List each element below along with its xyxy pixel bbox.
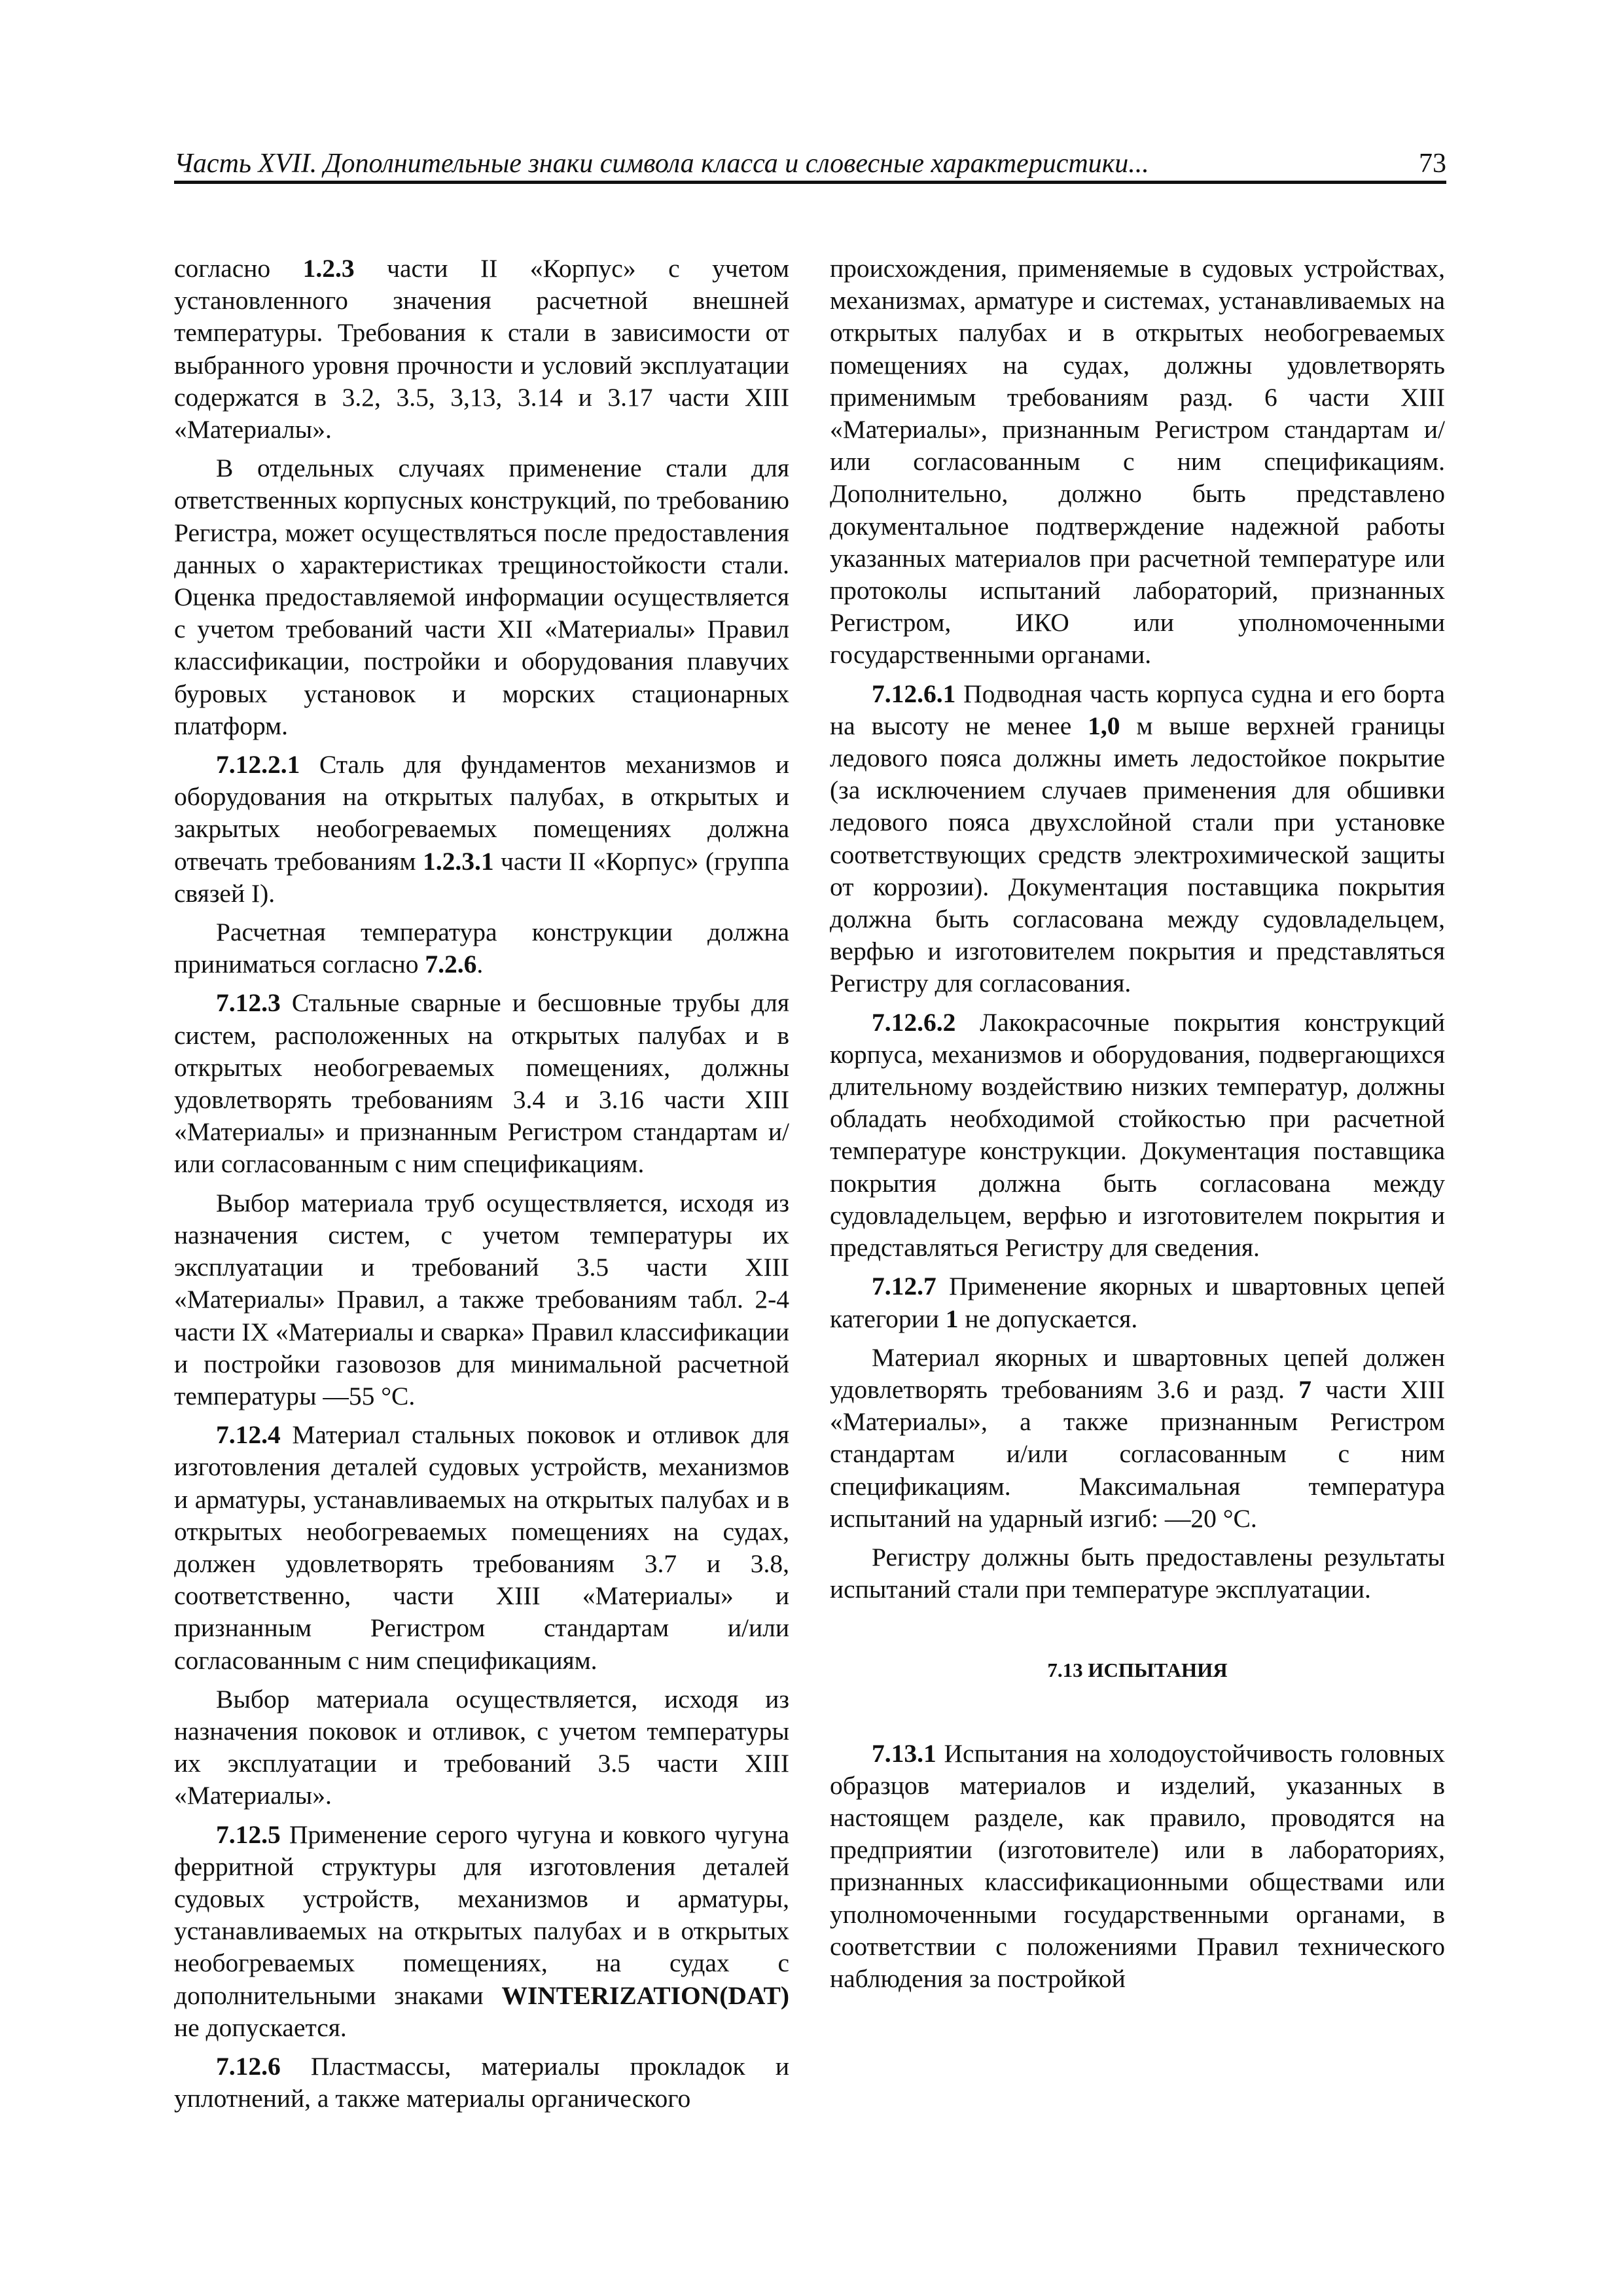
clause-number: 7.12.5	[216, 1820, 281, 1849]
paragraph: Материал якорных и швартовных цепей должен удовлетворять требованиям 3.6 и разд. 7 части XIII «Материалы», а также признанным Регистром стандартам и/или согласованным с ним спецификациям. Максимальная температура испытаний на ударный изгиб: —20 °С.	[830, 1342, 1445, 1533]
clause-number: 7.12.3	[216, 988, 281, 1018]
section-heading: 7.13 ИСПЫТАНИЯ	[1047, 1659, 1228, 1682]
running-header	[174, 147, 1446, 184]
paragraph: происхождения, применяемые в судовых устройствах, механизмах, арматуре и системах, устанавливаемых на открытых палубах и в открытых необогреваемых помещениях на судах, должны удовлетворять применимым требованиям разд. 6 части XIII «Материалы», признанным Регистром стандартам и/или согласованным с ним спецификациям. Дополнительно, должно быть представлено документальное подтверждение надежной работы указанных материалов при расчетной температуре или протоколы испытаний лабораторий, признанных Регистром, ИКО или уполномоченными государственными органами.	[830, 254, 1445, 670]
right-column	[830, 253, 1445, 2001]
class-notation: WINTERIZATION(DAT)	[501, 1981, 789, 2010]
paragraph: 7.12.6.2 Лакокрасочные покрытия конструкций корпуса, механизмов и оборудования, подвергающихся длительному воздействию низких температур, должны обладать необходимой стойкостью при расчетной температуре конструкции. Документация поставщика покрытия должна быть согласована между судовладельцем, верфью и изготовителем покрытия и представляться Регистру для сведения.	[830, 1007, 1445, 1263]
clause-number: 7.12.6.1	[872, 679, 956, 708]
paragraph: 7.12.3 Стальные сварные и бесшовные трубы для систем, расположенных на открытых палубах и в открытых необогреваемых помещениях, должны удовлетворять требованиям 3.4 и 3.16 части XIII «Материалы» и признанным Регистром стандартам и/или согласованным с ним спецификациям.	[174, 988, 789, 1179]
clause-number: 7.13.1	[872, 1738, 936, 1768]
left-column	[174, 253, 789, 2121]
paragraph: 7.12.7 Применение якорных и швартовных цепей категории 1 не допускается.	[830, 1272, 1445, 1333]
clause-number: 7.12.4	[216, 1420, 281, 1450]
clause-number: 7.12.2.1	[216, 750, 300, 780]
page-number: 73	[1419, 149, 1446, 179]
clause-number: 7.12.6	[216, 2051, 281, 2081]
paragraph: согласно 1.2.3 части II «Корпус» с учетом установленного значения расчетной внешней температуры. Требования к стали в зависимости от выбранного уровня прочности и условий эксплуатации содержатся в 3.2, 3.5, 3,13, 3.14 и 3.17 части XIII «Материалы».	[174, 254, 789, 444]
paragraph: 7.12.5 Применение серого чугуна и ковкого чугуна ферритной структуры для изготовления деталей судовых устройств, механизмов и арматуры, устанавливаемых на открытых палубах и в открытых необогреваемых помещениях, на судах с дополнительными знаками WINTERIZATION(DAT) не допускается.	[174, 1820, 789, 2042]
paragraph: 7.12.6 Пластмассы, материалы прокладок и уплотнений, а также материалы органического	[174, 2051, 789, 2113]
paragraph: 7.12.6.1 Подводная часть корпуса судна и его борта на высоту не менее 1,0 м выше верхней границы ледового пояса должны иметь ледостойкое покрытие (за исключением случаев применения для обшивки ледового пояса двухслойной стали при установке соответствующих средств электрохимической защиты от коррозии). Документация поставщика покрытия должна быть согласована между судовладельцем, верфью и изготовителем покрытия и представляться Регистру для согласования.	[830, 679, 1445, 998]
paragraph: Регистру должны быть предоставлены результаты испытаний стали при температуре эксплуатации.	[830, 1542, 1445, 1604]
paragraph: 7.12.2.1 Сталь для фундаментов механизмов и оборудования на открытых палубах, в открытых и закрытых необогреваемых помещениях должна отвечать требованиям 1.2.3.1 части II «Корпус» (группа связей I).	[174, 750, 789, 908]
paragraph: Выбор материала осуществляется, исходя из назначения поковок и отливок, с учетом температуры их эксплуатации и требований 3.5 части XIII «Материалы».	[174, 1684, 789, 1810]
clause-number: 7.12.7	[872, 1272, 936, 1301]
running-title: Часть XVII. Дополнительные знаки символа класса и словесные характеристики...	[174, 149, 1149, 179]
paragraph: Выбор материала труб осуществляется, исходя из назначения систем, с учетом температуры их эксплуатации и требований 3.5 части XIII «Материалы» Правил, а также требованиям табл. 2-4 части IX «Материалы и сварка» Правил классификации и постройки газовозов для минимальной расчетной температуры —55 °С.	[174, 1188, 789, 1410]
clause-number: 7.12.6.2	[872, 1007, 956, 1037]
paragraph: 7.13.1 Испытания на холодоустойчивость головных образцов материалов и изделий, указанных в настоящем разделе, как правило, проводятся на предприятии (изготовителе) или в лабораториях, признанных классификационными обществами или уполномоченными государственными органами, в соответствии с положениями Правил технического наблюдения за постройкой	[830, 1738, 1445, 1993]
paragraph: В отдельных случаях применение стали для ответственных корпусных конструкций, по требованию Регистра, может осуществляться после предоставления данных о характеристиках трещиностойкости стали. Оценка предоставляемой информации осуществляется с учетом требований части XII «Материалы» Правил классификации, постройки и оборудования плавучих буровых установок и морских стационарных платформ.	[174, 454, 789, 740]
paragraph: Расчетная температура конструкции должна приниматься согласно 7.2.6.	[174, 918, 789, 979]
paragraph: 7.12.4 Материал стальных поковок и отливок для изготовления деталей судовых устройств, механизмов и арматуры, устанавливаемых на открытых палубах и в открытых необогреваемых помещениях на судах, должен удовлетворять требованиям 3.7 и 3.8, соответственно, части XIII «Материалы» и признанным Регистром стандартам и/или согласованным с ним спецификациям.	[174, 1420, 789, 1675]
